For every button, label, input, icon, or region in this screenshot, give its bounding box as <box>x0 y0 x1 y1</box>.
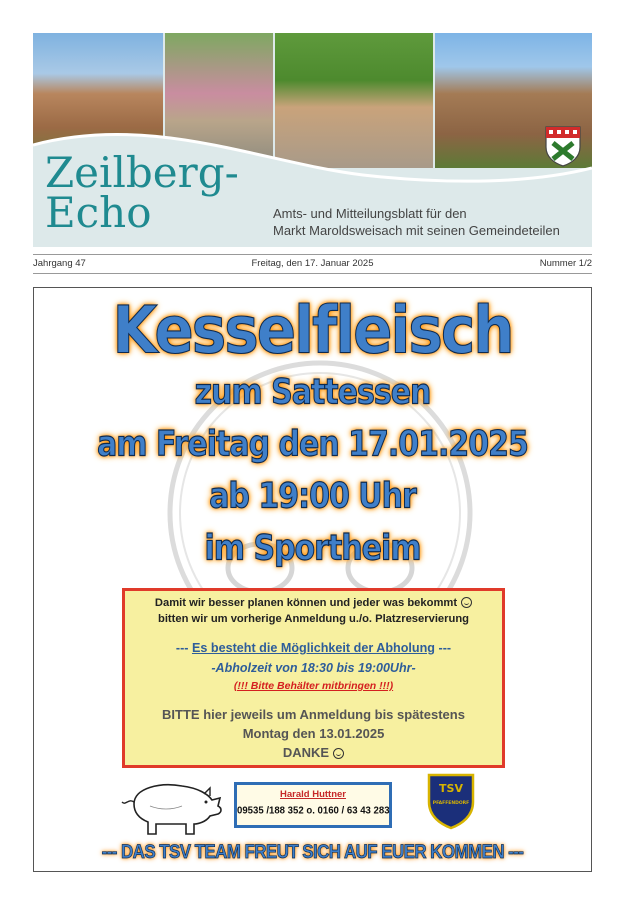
contact-name: Harald Huttner <box>280 789 346 800</box>
issue-date: Freitag, den 17. Januar 2025 <box>251 258 374 269</box>
poster-line-time: ab 19:00 Uhr <box>209 476 416 517</box>
volume-label: Jahrgang 47 <box>33 258 86 269</box>
plan-line-1-text: Damit wir besser planen können und jeder was bekommt <box>154 597 458 609</box>
pig-drawing-icon <box>120 776 224 838</box>
smiley-icon <box>461 597 472 608</box>
pickup-suffix: --- <box>438 641 452 655</box>
tsv-badge-subtext: PFAFFENDORF <box>432 801 470 806</box>
masthead-header <box>33 33 592 247</box>
thanks-line <box>125 745 502 760</box>
poster-line-date: am Freitag den 17.01.2025 <box>97 424 528 465</box>
poster-line-sattessen: zum Sattessen <box>194 372 431 413</box>
masthead-subtitle-line1: Amts- und Mitteilungsblatt für den <box>273 206 467 221</box>
smiley-icon <box>333 748 344 759</box>
tsv-club-logo-icon <box>426 772 476 830</box>
masthead-title-line1: Zeilberg- <box>45 148 239 197</box>
pickup-prefix: --- <box>175 641 189 655</box>
poster-headline: Kesselfleisch <box>112 291 513 369</box>
municipal-crest-icon <box>544 125 582 167</box>
pickup-line <box>125 641 502 655</box>
masthead-subtitle-line2: Markt Maroldsweisach mit seinen Gemeindeteilen <box>273 223 560 238</box>
issue-info-bar <box>33 254 592 274</box>
poster-footer-slogan: --- DAS TSV TEAM FREUT SICH AUF EUER KOMMEN --- <box>101 840 524 863</box>
contact-box <box>234 782 392 828</box>
deadline-line-1: BITTE hier jeweils um Anmeldung bis spätestens <box>162 707 465 722</box>
masthead-subtitle <box>273 205 560 239</box>
masthead-title <box>45 148 239 237</box>
poster-line-location: im Sportheim <box>204 528 421 569</box>
event-poster <box>33 287 592 872</box>
contact-phones: 09535 /188 352 o. 0160 / 63 43 283 <box>237 804 390 817</box>
containers-note: (!!! Bitte Behälter mitbringen !!!) <box>233 680 394 692</box>
thanks-text: DANKE <box>282 745 330 760</box>
masthead-title-line2: Echo <box>45 188 152 237</box>
issue-number: Nummer 1/2 <box>539 258 592 269</box>
pickup-time: -Abholzeit von 18:30 bis 19:00Uhr- <box>211 661 416 675</box>
pickup-text: Es besteht die Möglichkeit der Abholung <box>191 641 436 655</box>
deadline-line-2: Montag den 13.01.2025 <box>242 726 385 741</box>
tsv-badge-text: TSV <box>439 782 463 795</box>
registration-info-box <box>122 588 505 768</box>
plan-line-2: bitten wir um vorherige Anmeldung u./o. Platzreservierung <box>157 613 470 625</box>
plan-line-1 <box>125 597 502 609</box>
